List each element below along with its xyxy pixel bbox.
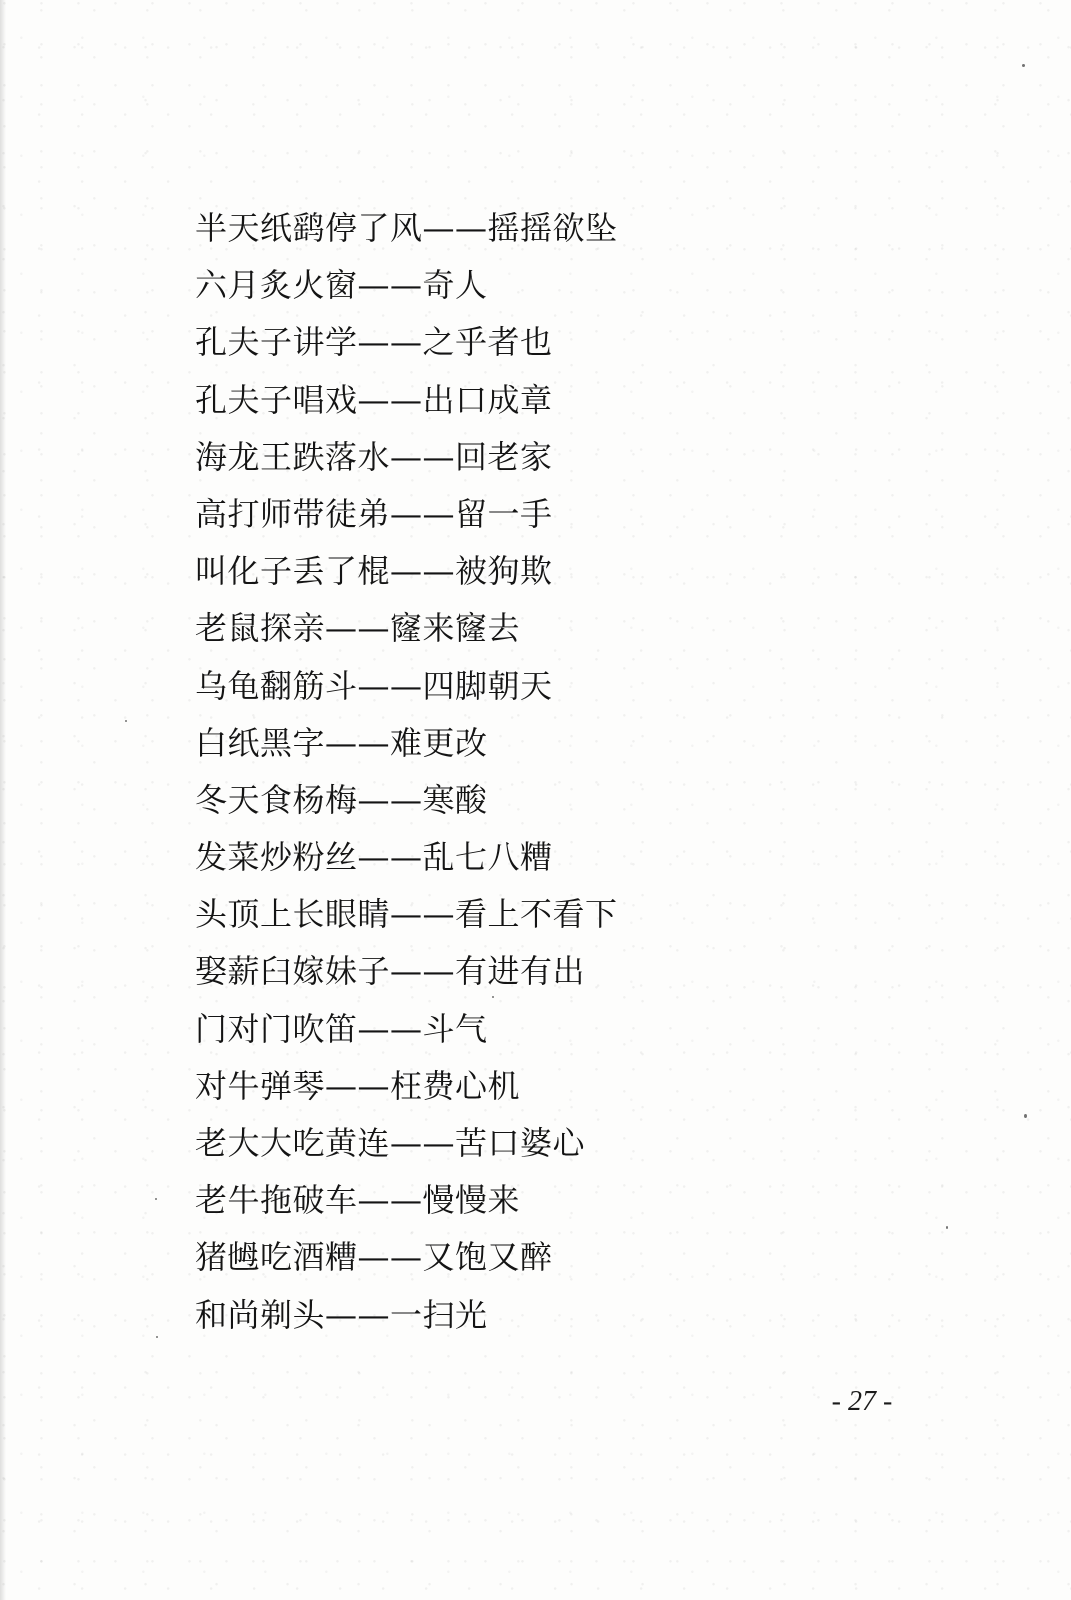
- scan-speck: [156, 1336, 158, 1338]
- list-item: 孔夫子唱戏——出口成章: [195, 380, 553, 419]
- page-number: - 27 -: [831, 1386, 893, 1417]
- xiehouyu-list: [195, 200, 618, 1344]
- scan-speck: [492, 996, 494, 998]
- scan-speck: [155, 1198, 157, 1200]
- list-item: 高打师带徒弟——留一手: [195, 494, 553, 533]
- list-item: 和尚剃头——一扫光: [195, 1295, 488, 1334]
- list-item: 对牛弹琴——枉费心机: [195, 1066, 521, 1105]
- list-item: 老鼠探亲——窿来窿去: [195, 609, 521, 648]
- list-item: 乌龟翻筋斗——四脚朝天: [195, 666, 553, 705]
- list-item: 猪乸吃酒糟——又饱又醉: [195, 1238, 553, 1277]
- scan-speck: [1022, 64, 1025, 67]
- list-item: 头顶上长眼睛——看上不看下: [195, 895, 618, 934]
- scan-speck: [1024, 1114, 1027, 1118]
- scan-speck: [125, 720, 127, 722]
- list-item: 老牛拖破车——慢慢来: [195, 1181, 521, 1220]
- list-item: 六月炙火窗——奇人: [195, 266, 488, 305]
- scan-speck: [946, 1226, 948, 1229]
- list-item: 白纸黑字——难更改: [195, 723, 488, 762]
- list-item: 娶薪臼嫁妹子——有进有出: [195, 952, 586, 991]
- scan-edge-shadow: [0, 0, 6, 1600]
- list-item: 老大大吃黄连——苦口婆心: [195, 1124, 586, 1162]
- list-item: 海龙王跌落水——回老家: [195, 437, 553, 476]
- list-item: 孔夫子讲学——之乎者也: [195, 323, 553, 362]
- list-item: 叫化子丢了棍——被狗欺: [195, 552, 553, 591]
- list-item: 门对门吹笛——斗气: [195, 1009, 488, 1048]
- list-item: 冬天食杨梅——寒酸: [195, 780, 488, 819]
- list-item: 发菜炒粉丝——乱七八糟: [195, 838, 553, 877]
- list-item: 半天纸鹞停了风——摇摇欲坠: [195, 209, 618, 247]
